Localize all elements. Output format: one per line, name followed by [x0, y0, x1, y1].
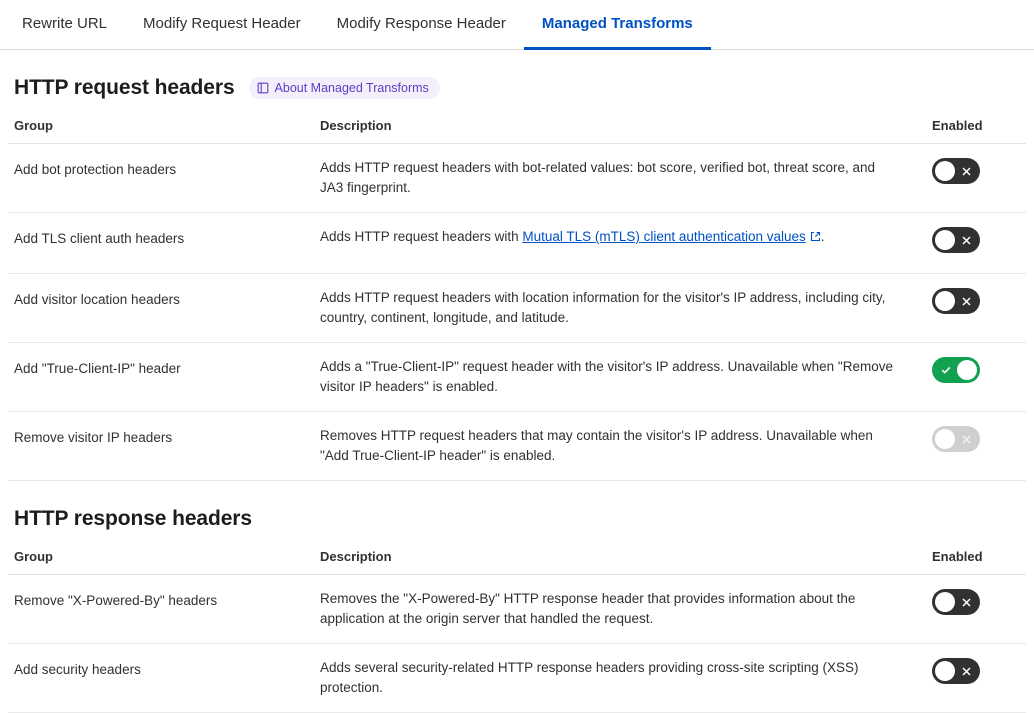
table-header-row	[8, 112, 1026, 144]
close-icon	[961, 434, 972, 445]
tab-label: Modify Request Header	[143, 15, 301, 32]
tab-label: Managed Transforms	[541, 15, 693, 32]
tab-label: Rewrite URL	[22, 15, 108, 32]
response-section-title: HTTP response headers	[14, 507, 252, 530]
column-header-group: Group	[8, 112, 314, 144]
toggle-add-security-headers[interactable]	[932, 658, 980, 684]
tab-modify-request-header[interactable]	[125, 0, 319, 50]
page-title: HTTP request headers	[14, 76, 235, 99]
request-headers-table	[8, 112, 1026, 481]
toggle-add-bot-protection-headers[interactable]	[932, 158, 980, 184]
table-row	[8, 575, 1026, 644]
external-link-icon	[810, 228, 821, 248]
row-enabled-cell	[924, 644, 1026, 713]
toggle-knob	[935, 161, 955, 181]
row-enabled-cell	[924, 343, 1026, 412]
toggle-remove-visitor-ip-headers	[932, 426, 980, 452]
close-icon	[961, 666, 972, 677]
row-enabled-cell	[924, 274, 1026, 343]
table-row	[8, 644, 1026, 713]
about-managed-transforms-label: About Managed Transforms	[274, 81, 429, 95]
row-group-label: Add security headers	[8, 644, 314, 713]
response-section-header	[8, 481, 1026, 543]
row-description: Removes HTTP request headers that may contain the visitor's IP address. Unavailable when "Add True-Client-IP header" is enabled.	[314, 412, 924, 481]
row-enabled-cell	[924, 213, 1026, 274]
tab-rewrite-url[interactable]	[4, 0, 125, 50]
row-group-label: Add bot protection headers	[8, 144, 314, 213]
row-description: Adds several security-related HTTP response headers providing cross-site scripting (XSS) protection.	[314, 644, 924, 713]
row-description: Adds a "True-Client-IP" request header with the visitor's IP address. Unavailable when "Remove visitor IP headers" is enabled.	[314, 343, 924, 412]
table-row	[8, 144, 1026, 213]
row-description: Adds HTTP request headers with bot-related values: bot score, verified bot, threat score, and JA3 fingerprint.	[314, 144, 924, 213]
toggle-add-visitor-location-headers[interactable]	[932, 288, 980, 314]
mtls-client-auth-link[interactable]: Mutual TLS (mTLS) client authentication values	[522, 229, 806, 244]
table-header-row	[8, 543, 1026, 575]
row-description: Adds HTTP request headers with location information for the visitor's IP address, including city, country, continent, longitude, and latitude.	[314, 274, 924, 343]
request-section-header	[8, 50, 1026, 112]
toggle-add-tls-client-auth-headers[interactable]	[932, 227, 980, 253]
column-header-enabled: Enabled	[924, 543, 1026, 575]
http-request-headers-section	[0, 50, 1034, 481]
row-group-label: Add TLS client auth headers	[8, 213, 314, 274]
row-enabled-cell	[924, 412, 1026, 481]
close-icon	[961, 597, 972, 608]
row-group-label: Add "True-Client-IP" header	[8, 343, 314, 412]
toggle-add-true-client-ip-header[interactable]	[932, 357, 980, 383]
row-group-label: Remove "X-Powered-By" headers	[8, 575, 314, 644]
tab-managed-transforms[interactable]	[524, 0, 711, 50]
close-icon	[961, 166, 972, 177]
toggle-knob	[935, 429, 955, 449]
row-group-label: Add visitor location headers	[8, 274, 314, 343]
row-description	[314, 213, 924, 274]
column-header-description: Description	[314, 543, 924, 575]
http-response-headers-section	[0, 481, 1034, 713]
row-enabled-cell	[924, 575, 1026, 644]
toggle-knob	[935, 230, 955, 250]
column-header-description: Description	[314, 112, 924, 144]
close-icon	[961, 296, 972, 307]
about-managed-transforms-link[interactable]	[249, 77, 440, 99]
check-icon	[940, 365, 951, 376]
tab-modify-response-header[interactable]	[319, 0, 524, 50]
table-row	[8, 343, 1026, 412]
toggle-knob	[935, 291, 955, 311]
close-icon	[961, 235, 972, 246]
toggle-remove-x-powered-by-headers[interactable]	[932, 589, 980, 615]
row-description: Removes the "X-Powered-By" HTTP response header that provides information about the application at the origin server that handled the request.	[314, 575, 924, 644]
row-group-label: Remove visitor IP headers	[8, 412, 314, 481]
tab-bar	[0, 0, 1034, 50]
response-headers-table	[8, 543, 1026, 713]
row-description-suffix: .	[820, 229, 825, 244]
table-row	[8, 274, 1026, 343]
toggle-knob	[935, 661, 955, 681]
toggle-knob	[957, 360, 977, 380]
table-row	[8, 412, 1026, 481]
column-header-enabled: Enabled	[924, 112, 1026, 144]
book-icon	[257, 82, 269, 94]
row-description-prefix: Adds HTTP request headers with	[320, 229, 523, 244]
table-row	[8, 213, 1026, 274]
toggle-knob	[935, 592, 955, 612]
row-enabled-cell	[924, 144, 1026, 213]
tab-label: Modify Response Header	[336, 15, 506, 32]
column-header-group: Group	[8, 543, 314, 575]
